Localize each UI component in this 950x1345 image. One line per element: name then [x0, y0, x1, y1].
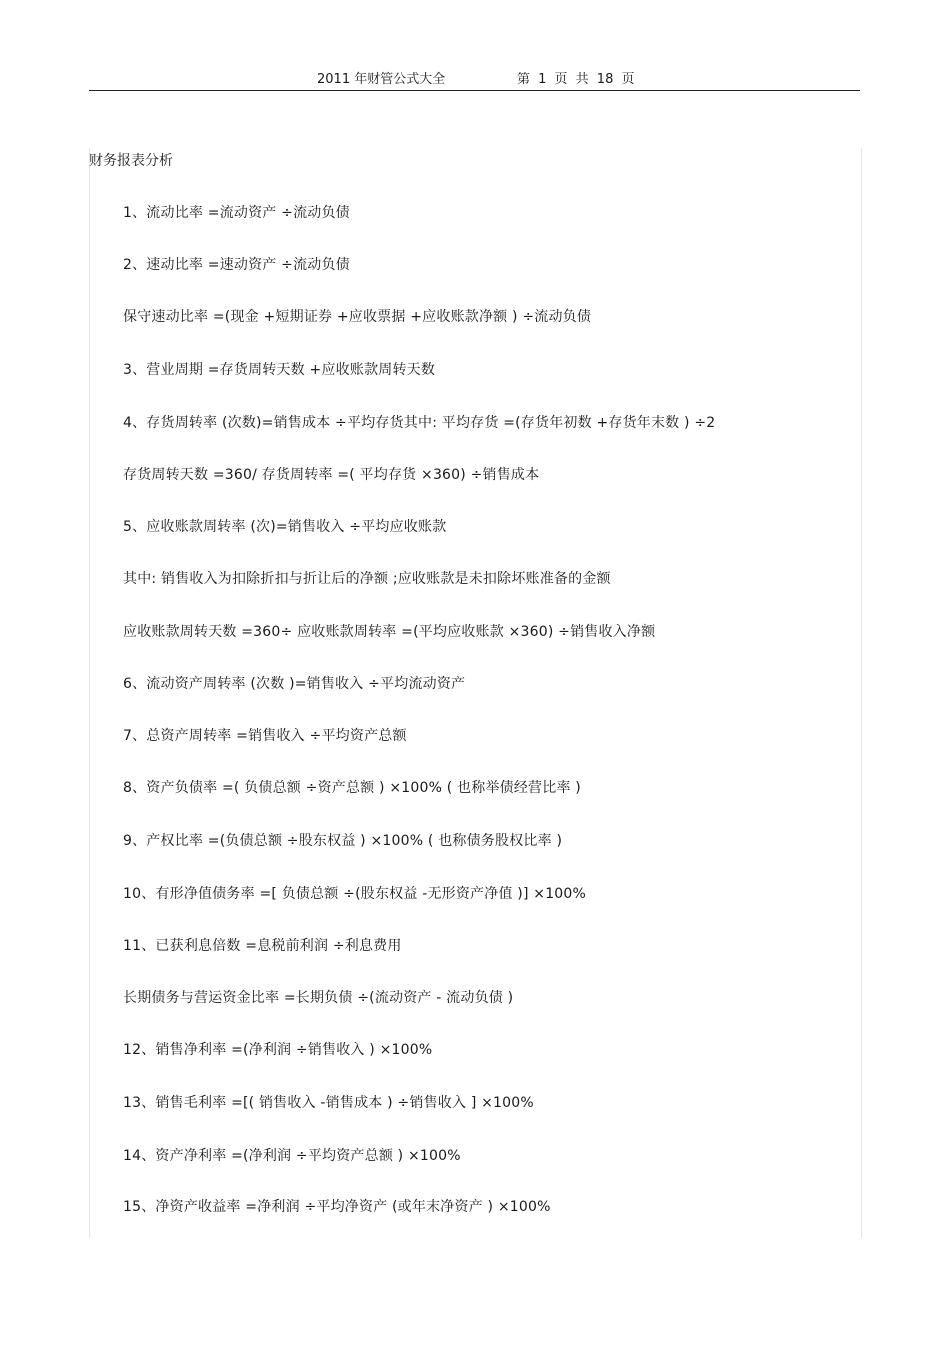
formula-line: 10、有形净值债务率 =[ 负债总额 ÷(股东权益 -无形资产净值 )] ×100% [123, 886, 587, 902]
formula-line: 长期债务与营运资金比率 =长期负债 ÷(流动资产 - 流动负债 ) [123, 990, 514, 1006]
formula-line: 4、存货周转率 (次数)=销售成本 ÷平均存货其中: 平均存货 =(存货年初数 +存货年末数 ) ÷2 [123, 415, 716, 431]
formula-line: 12、销售净利率 =(净利润 ÷销售收入 ) ×100% [123, 1042, 433, 1058]
formula-line: 6、流动资产周转率 (次数 )=销售收入 ÷平均流动资产 [123, 676, 466, 692]
formula-line: 应收账款周转天数 =360÷ 应收账款周转率 =(平均应收账款 ×360) ÷销售收入净额 [123, 624, 656, 640]
section-title: 财务报表分析 [89, 153, 173, 169]
document-title: 2011 年财管公式大全 [317, 72, 446, 87]
formula-line: 15、净资产收益率 =净利润 ÷平均净资产 (或年末净资产 ) ×100% [123, 1199, 551, 1215]
formula-line: 其中: 销售收入为扣除折扣与折让后的净额 ;应收账款是未扣除坏账准备的金额 [123, 571, 611, 587]
formula-line: 存货周转天数 =360/ 存货周转率 =( 平均存货 ×360) ÷销售成本 [123, 467, 540, 483]
formula-line: 8、资产负债率 =( 负债总额 ÷资产总额 ) ×100% ( 也称举债经营比率 ) [123, 780, 581, 796]
formula-line: 1、流动比率 =流动资产 ÷流动负债 [123, 205, 350, 221]
page-number: 第 1 页 共 18 页 [517, 72, 635, 87]
formula-line: 9、产权比率 =(负债总额 ÷股东权益 ) ×100% ( 也称债务股权比率 ) [123, 833, 563, 849]
formula-line: 保守速动比率 =(现金 +短期证券 +应收票据 +应收账款净额 ) ÷流动负债 [123, 309, 592, 325]
formula-line: 3、营业周期 =存货周转天数 +应收账款周转天数 [123, 362, 436, 378]
formula-line: 13、销售毛利率 =[( 销售收入 -销售成本 ) ÷销售收入 ] ×100% [123, 1095, 534, 1111]
formula-line: 5、应收账款周转率 (次)=销售收入 ÷平均应收账款 [123, 519, 447, 535]
formula-line: 7、总资产周转率 =销售收入 ÷平均资产总额 [123, 728, 407, 744]
formula-line: 2、速动比率 =速动资产 ÷流动负债 [123, 257, 350, 273]
formula-line: 14、资产净利率 =(净利润 ÷平均资产总额 ) ×100% [123, 1148, 461, 1164]
page-header [89, 66, 860, 91]
formula-line: 11、已获利息倍数 =息税前利润 ÷利息费用 [123, 938, 402, 954]
